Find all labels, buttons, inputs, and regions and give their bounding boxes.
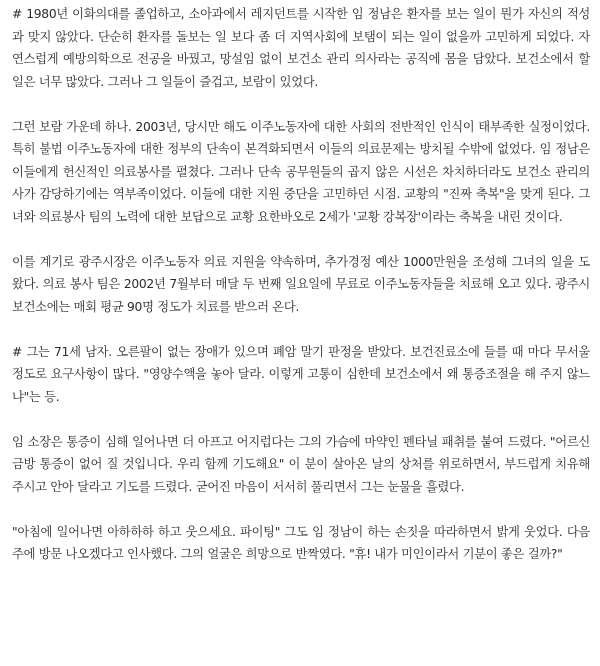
paragraph-6: "아침에 일어나면 아하하하 하고 웃으세요. 파이팅" 그도 임 정남이 하는 손짓을 따라하면서 밝게 웃었다. 다음 주에 방문 나오겠다고 인사했다. 그의 얼굴은 희망으로 반짝였다. "휴! 내가 미인이라서 기분이 좋은 걸까?" xyxy=(12,524,590,561)
article-body xyxy=(12,3,590,588)
paragraph-4: # 그는 71세 남자. 오른팔이 없는 장애가 있으며 폐암 말기 판정을 받았다. 보건진료소에 들를 때 마다 무서울 정도로 요구사항이 많다. "영양수액을 놓아 달라. 이렇게 고통이 심한데 보건소에서 왜 통증조절을 해 주지 않느냐"는 등. xyxy=(12,344,590,404)
paragraph-1: # 1980년 이화의대를 졸업하고, 소아과에서 레지던트를 시작한 임 정남은 환자를 보는 일이 뭔가 자신의 적성과 맞지 않았다. 단순히 환자를 돌보는 일 보다 좀 더 지역사회에 보탬이 되는 일이 없을까 고민하게 되었다. 자연스럽게 예방의학으로 전공을 바꿨고, 망설임 없이 보건소 관리 의사라는 공직에 몸을 담았다. 보건소에서 할 일은 너무 많았다. 그러나 그 일들이 즐겁고, 보람이 있었다. xyxy=(12,7,590,89)
paragraph-3: 이를 계기로 광주시장은 이주노동자 의료 지원을 약속하며, 추가경정 예산 1000만원을 조성해 그녀의 일을 도왔다. 의료 봉사 팀은 2002년 7월부터 매달 두 번째 일요일에 무료로 이주노동자들을 치료해 오고 있다. 광주시 보건소에는 매회 평균 90명 정도가 치료를 받으러 온다. xyxy=(12,254,590,314)
paragraph-2: 그런 보람 가운데 하나. 2003년, 당시만 해도 이주노동자에 대한 사회의 전반적인 인식이 태부족한 실정이었다. 특히 불법 이주노동자에 대한 정부의 단속이 본격화되면서 이들의 의료문제는 방치될 수밖에 없었다. 임 정남은 이들에게 헌신적인 의료봉사를 펼쳤다. 그러나 단속 공무원들의 곱지 않은 시선은 차치하더라도 보건소 관리의사가 감당하기에는 역부족이었다. 이들에 대한 지원 중단을 고민하던 시점. 교황의 "진짜 축복"을 맞게 된다. 그녀와 의료봉사 팀의 노력에 대한 보답으로 교황 요한바오로 2세가 '교황 강복장'이라는 축복을 내린 것이다. xyxy=(12,119,590,224)
paragraph-5: 임 소장은 통증이 심해 일어나면 더 아프고 어지럽다는 그의 가슴에 마약인 펜타닐 패취를 붙여 드렸다. "어르신 금방 통증이 없어 질 것입니다. 우리 함께 기도해요" 이 분이 살아온 날의 상처를 위로하면서, 부드럽게 치유해 주시고 안아 달라고 기도를 드렸다. 굳어진 마음이 서서히 풀리면서 그는 눈물을 흘렸다. xyxy=(12,434,590,494)
